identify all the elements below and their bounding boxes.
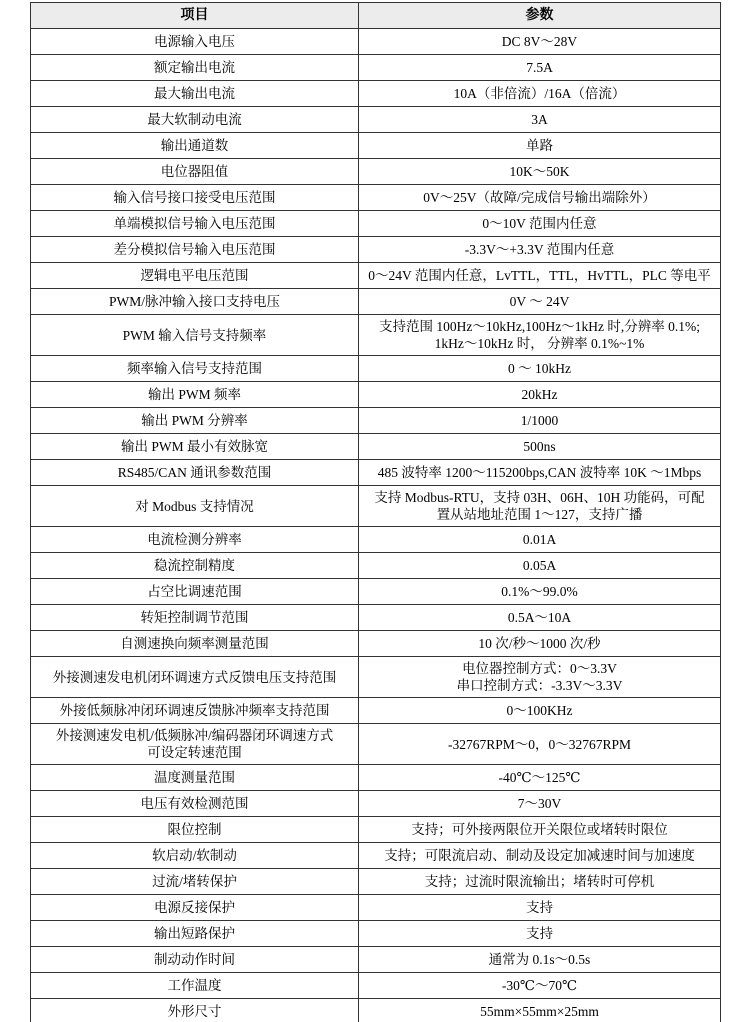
table-row (31, 527, 721, 553)
table-row (31, 657, 721, 698)
item-cell: PWM 输入信号支持频率 (31, 315, 359, 356)
spec-table-body (31, 29, 721, 1022)
param-cell: 支持；过流时限流输出；堵转时可停机 (359, 869, 721, 895)
param-cell: 1/1000 (359, 408, 721, 434)
item-cell: 制动动作时间 (31, 947, 359, 973)
item-cell: 软启动/软制动 (31, 843, 359, 869)
param-cell: 支持；可外接两限位开关限位或堵转时限位 (359, 817, 721, 843)
item-cell: 电压有效检测范围 (31, 791, 359, 817)
table-row (31, 999, 721, 1022)
param-cell: -3.3V～+3.3V 范围内任意 (359, 237, 721, 263)
param-cell: 支持；可限流启动、制动及设定加减速时间与加速度 (359, 843, 721, 869)
item-cell: 输出 PWM 最小有效脉宽 (31, 434, 359, 460)
param-cell: 支持范围 100Hz～10kHz,100Hz～1kHz 时,分辨率 0.1%; 1kHz～10kHz 时， 分辨率 0.1%~1% (359, 315, 721, 356)
param-cell: 0.05A (359, 553, 721, 579)
param-cell: DC 8V～28V (359, 29, 721, 55)
param-cell: 0.1%～99.0% (359, 579, 721, 605)
param-cell: 10K～50K (359, 159, 721, 185)
table-row (31, 29, 721, 55)
column-header-item: 项目 (31, 3, 359, 29)
item-cell: 输出 PWM 频率 (31, 382, 359, 408)
item-cell: 对 Modbus 支持情况 (31, 486, 359, 527)
param-cell: 0.01A (359, 527, 721, 553)
item-cell: 工作温度 (31, 973, 359, 999)
item-cell: 自测速换向频率测量范围 (31, 631, 359, 657)
table-row (31, 605, 721, 631)
table-row (31, 765, 721, 791)
param-cell: 支持 Modbus-RTU，支持 03H、06H、10H 功能码，可配 置从站地址范围 1～127，支持广播 (359, 486, 721, 527)
item-cell: 单端模拟信号输入电压范围 (31, 211, 359, 237)
item-cell: 额定输出电流 (31, 55, 359, 81)
item-cell: 电源输入电压 (31, 29, 359, 55)
table-row (31, 947, 721, 973)
param-cell: 电位器控制方式：0～3.3V 串口控制方式：-3.3V～3.3V (359, 657, 721, 698)
item-cell: 输出通道数 (31, 133, 359, 159)
table-row (31, 631, 721, 657)
table-row (31, 382, 721, 408)
param-cell: 55mm×55mm×25mm (359, 999, 721, 1022)
param-cell: 7.5A (359, 55, 721, 81)
item-cell: 输出短路保护 (31, 921, 359, 947)
item-cell: 占空比调速范围 (31, 579, 359, 605)
param-cell: 0～10V 范围内任意 (359, 211, 721, 237)
item-cell: 差分模拟信号输入电压范围 (31, 237, 359, 263)
table-row (31, 921, 721, 947)
table-row (31, 434, 721, 460)
item-cell: 过流/堵转保护 (31, 869, 359, 895)
param-cell: 0～100KHz (359, 698, 721, 724)
item-cell: PWM/脉冲输入接口支持电压 (31, 289, 359, 315)
param-cell: 10 次/秒～1000 次/秒 (359, 631, 721, 657)
param-cell: -40℃～125℃ (359, 765, 721, 791)
item-cell: 频率输入信号支持范围 (31, 356, 359, 382)
param-cell: 0V～25V（故障/完成信号输出端除外） (359, 185, 721, 211)
param-cell: 10A（非倍流）/16A（倍流） (359, 81, 721, 107)
table-row (31, 973, 721, 999)
table-row (31, 356, 721, 382)
item-cell: 外接低频脉冲闭环调速反馈脉冲频率支持范围 (31, 698, 359, 724)
table-row (31, 133, 721, 159)
item-cell: 输出 PWM 分辨率 (31, 408, 359, 434)
table-row (31, 724, 721, 765)
item-cell: 温度测量范围 (31, 765, 359, 791)
table-row (31, 791, 721, 817)
table-row (31, 486, 721, 527)
param-cell: 0.5A～10A (359, 605, 721, 631)
param-cell: 通常为 0.1s～0.5s (359, 947, 721, 973)
item-cell: 外形尺寸 (31, 999, 359, 1022)
param-cell: 支持 (359, 895, 721, 921)
param-cell: 500ns (359, 434, 721, 460)
param-cell: 0V ～ 24V (359, 289, 721, 315)
item-cell: 外接测速发电机/低频脉冲/编码器闭环调速方式 可设定转速范围 (31, 724, 359, 765)
item-cell: 最大软制动电流 (31, 107, 359, 133)
table-row (31, 698, 721, 724)
param-cell: 0 ～ 10kHz (359, 356, 721, 382)
table-row (31, 408, 721, 434)
item-cell: 输入信号接口接受电压范围 (31, 185, 359, 211)
table-row (31, 185, 721, 211)
table-row (31, 315, 721, 356)
param-cell: 支持 (359, 921, 721, 947)
table-row (31, 237, 721, 263)
param-cell: 单路 (359, 133, 721, 159)
param-cell: 0～24V 范围内任意，LvTTL，TTL，HvTTL，PLC 等电平 (359, 263, 721, 289)
table-row (31, 263, 721, 289)
table-row (31, 817, 721, 843)
param-cell: 20kHz (359, 382, 721, 408)
item-cell: 转矩控制调节范围 (31, 605, 359, 631)
param-cell: 3A (359, 107, 721, 133)
item-cell: 稳流控制精度 (31, 553, 359, 579)
table-row (31, 869, 721, 895)
column-header-param: 参数 (359, 3, 721, 29)
table-row (31, 579, 721, 605)
param-cell: -30℃～70℃ (359, 973, 721, 999)
spec-table (30, 2, 721, 1022)
table-row (31, 211, 721, 237)
table-row (31, 81, 721, 107)
item-cell: 电源反接保护 (31, 895, 359, 921)
table-row (31, 843, 721, 869)
table-header-row (31, 3, 721, 29)
param-cell: 485 波特率 1200～115200bps,CAN 波特率 10K ～1Mbps (359, 460, 721, 486)
table-row (31, 895, 721, 921)
item-cell: 电流检测分辨率 (31, 527, 359, 553)
item-cell: 电位器阻值 (31, 159, 359, 185)
item-cell: 最大输出电流 (31, 81, 359, 107)
table-row (31, 55, 721, 81)
table-row (31, 107, 721, 133)
item-cell: RS485/CAN 通讯参数范围 (31, 460, 359, 486)
table-row (31, 159, 721, 185)
table-row (31, 289, 721, 315)
item-cell: 外接测速发电机闭环调速方式反馈电压支持范围 (31, 657, 359, 698)
table-row (31, 553, 721, 579)
table-row (31, 460, 721, 486)
item-cell: 逻辑电平电压范围 (31, 263, 359, 289)
item-cell: 限位控制 (31, 817, 359, 843)
param-cell: -32767RPM～0，0～32767RPM (359, 724, 721, 765)
param-cell: 7～30V (359, 791, 721, 817)
